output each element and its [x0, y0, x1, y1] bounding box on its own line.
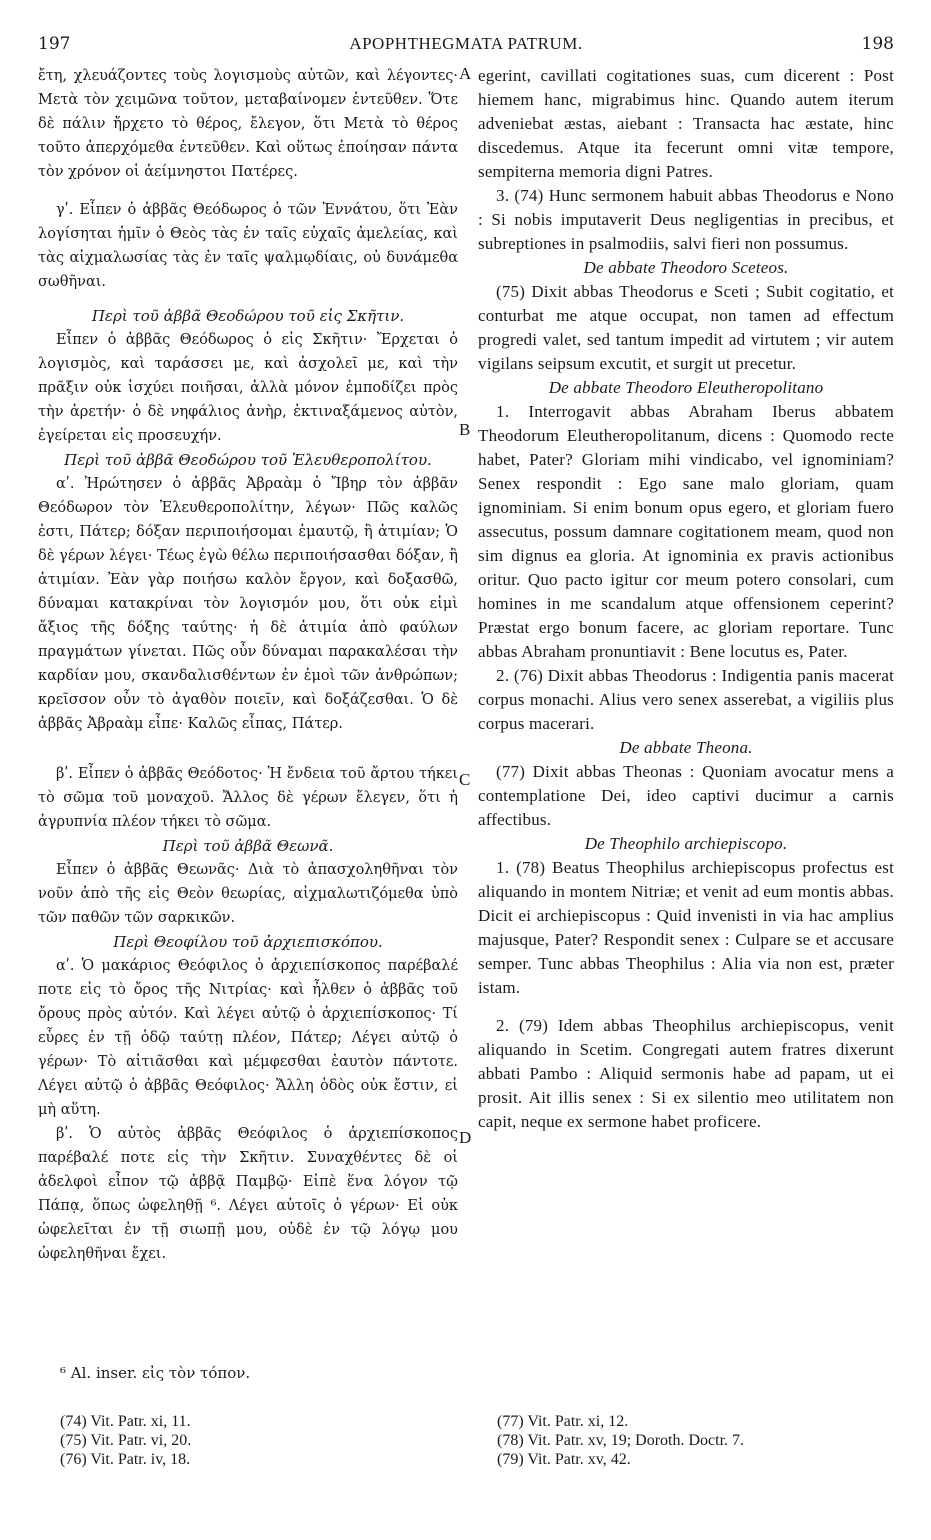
latin-section-heading: De abbate Theodoro Sceteos. — [583, 258, 789, 277]
margin-letter: C — [459, 770, 471, 789]
greek-section-heading: Περὶ τοῦ ἀββᾶ Θεωνᾶ. — [162, 837, 334, 855]
latin-paragraph: 2. (76) Dixit abbas Theodorus : Indigentia panis macerat corpus monachi. Alius vero senex asserebat, a vigiliis plus corpus macerari. — [478, 666, 894, 733]
latin-paragraph: 1. (78) Beatus Theophilus archiepiscopus profectus est aliquando in montem Nitriæ; et venit ad eum montis abbas. Dicit ei archiepiscopus : Quid invenisti in via hac amplius majusque, Pater? Respondit senex : Culpare se et accusare semper. Tunc abbas Theophilus : Alia via non est, præter istam. — [478, 858, 894, 997]
greek-paragraph: ἔτη, χλευάζοντες τοὺς λογισμοὺς αὐτῶν, καὶ λέγοντες· Μετὰ τὸν χειμῶνα τοῦτον, μεταβαίνομεν ἐντεῦθεν. Ὅτε δὲ πάλιν ἤρχετο τὸ θέρος, ἔλεγον, ὅτι Μετὰ τὸ θέρος τοῦτο ἀπερχόμεθα ἐντεῦθεν. Καὶ οὕτως ἐποίησαν πάντα τὸν χρόνον οἱ ἀείμνηστοι Πατέρες. — [38, 68, 458, 180]
margin-letter: D — [459, 1128, 472, 1147]
greek-paragraph: Εἶπεν ὁ ἀββᾶς Θεωνᾶς· Διὰ τὸ ἀπασχοληθῆναι τὸν νοῦν ἀπὸ τῆς εἰς Θεὸν θεωρίας, αἰχμαλωτιζόμεθα ὑπὸ τῶν παθῶν τῶν σαρκικῶν. — [38, 862, 458, 926]
latin-paragraph: 1. Interrogavit abbas Abraham Iberus abbatem Theodorum Eleutheropolitanum, dicens : Quomodo recte habet, Pater? Gloriam mihi vindicabo, vel ignominiam? Senex respondit : Ego sane malo gloriam, quam ignominiam. Si enim bonum opus egero, et gloriam fuero assecutus, possum damnare cogitationem meam, quod non sim dignus ea gloria. At ignominia ex pravis actionibus oritur. Quo pacto igitur cor meum potero consolari, cum homines in me scandalum atque offensionem ceperint? Præstat ergo bonum facere, ac gloriam reportare. Tunc abbas Abraham pronuntiavit : Bene locutus es, Pater. — [478, 402, 894, 661]
references-left — [60, 1412, 191, 1469]
latin-section-heading: De Theophilo archiepiscopo. — [584, 834, 788, 853]
reference: (74) Vit. Patr. xi, 11. — [60, 1413, 191, 1430]
greek-paragraph: βʹ. Εἶπεν ὁ ἀββᾶς Θεόδοτος· Ἡ ἔνδεια τοῦ ἄρτου τήκει τὸ σῶμα τοῦ μοναχοῦ. Ἄλλος δὲ γέρων ἔλεγεν, ὅτι ἡ ἀγρυπνία πλέον τήκει τὸ σῶμα. — [38, 766, 458, 830]
latin-section-heading: De abbate Theodoro Eleutheropolitano — [548, 378, 824, 397]
greek-paragraph: αʹ. Ὁ μακάριος Θεόφιλος ὁ ἀρχιεπίσκοπος παρέβαλέ ποτε εἰς τὸ ὄρος τῆς Νιτρίας· καὶ ἦλθεν ὁ ἀββᾶς τοῦ ὄρους πρὸς αὐτόν. Καὶ λέγει αὐτῷ ὁ ἀρχιεπίσκοπος· Τί εὗρες ἐν τῇ ὁδῷ ταύτῃ πλέον, Πάτερ; Λέγει αὐτῷ ὁ γέρων· Τὸ αἰτιᾶσθαι καὶ μέμφεσθαι ἑαυτὸν πάντοτε. Λέγει αὐτῷ ὁ ἀββᾶς Θεόφιλος· Ἄλλη ὁδὸς οὐκ ἔστιν, εἰ μὴ αὕτη. — [38, 958, 458, 1118]
page-header — [38, 34, 894, 58]
latin-paragraph: (77) Dixit abbas Theonas : Quoniam avocatur mens a contemplatione Dei, ideo captivi ducimur a carnis affectibus. — [478, 762, 894, 829]
reference: (76) Vit. Patr. iv, 18. — [60, 1451, 191, 1468]
reference: (77) Vit. Patr. xi, 12. — [497, 1413, 629, 1430]
greek-paragraph: αʹ. Ἠρώτησεν ὁ ἀββᾶς Ἀβραὰμ ὁ Ἴβηρ τὸν ἀββᾶν Θεόδωρον τὸν Ἐλευθεροπολίτην, λέγων· Πῶς καλῶς ἐστι, Πάτερ; δόξαν περιποιήσομαι ἐμαυτῷ, ἢ ἀτιμίαν; Ὁ δὲ γέρων λέγει· Τέως ἐγὼ θέλω περιποιήσασθαι δόξαν, ἢ ἀτιμίαν. Ἐὰν γὰρ ποιήσω καλὸν ἔργον, καὶ δοξασθῶ, δύναμαι κατακρίναι τὸν λογισμόν μου, ὅτι οὐκ εἰμὶ ἄξιος τῆς δόξης ταύτης· ἡ δὲ ἀτιμία ἀπὸ φαύλων πραγμάτων γίνεται. Πῶς οὖν δύναμαι παρακαλέσαι τὴν καρδίαν μου, σκανδαλισθέντων ἐν ἐμοὶ τῶν ἀνθρώπων; κρεῖσσον οὖν τὸ ἀγαθὸν ποιεῖν, καὶ δοξάζεσθαι. Ὁ δὲ ἀββᾶς Ἀβραὰμ εἶπε· Καλῶς εἶπας, Πάτερ. — [38, 476, 458, 732]
greek-column — [38, 64, 458, 1266]
latin-paragraph: egerint, cavillati cogitationes suas, cum dicerent : Post hiemem hanc, migrabimus hinc. Quando autem iterum adveniebat æstas, aiebant : Transacta hac æstate, hinc discedemus. Atque ita fecerunt omni vitæ tempore, sempiterna memoria digni Patres. — [478, 66, 894, 181]
latin-paragraph: 3. (74) Hunc sermonem habuit abbas Theodorus e Nono : Si nobis imputaverit Deus negligentias in precibus, et subreptiones in psalmodiis, salvi fieri non possumus. — [478, 186, 894, 253]
reference: (75) Vit. Patr. vi, 20. — [60, 1432, 192, 1449]
greek-section-heading: Περὶ Θεοφίλου τοῦ ἀρχιεπισκόπου. — [113, 933, 383, 951]
greek-paragraph: Εἶπεν ὁ ἀββᾶς Θεόδωρος ὁ εἰς Σκῆτιν· Ἔρχεται ὁ λογισμὸς, καὶ ταράσσει με, καὶ ἀσχολεῖ με, καὶ τὴν πρᾶξιν οὐκ ἰσχύει ποιῆσαι, ἀλλὰ μόνον ἐμποδίζει πρὸς τὴν ἀρετήν· ὁ δὲ νηφάλιος ἀνὴρ, ἐκτιναξάμενος αὐτὸν, ἐγείρεται εἰς προσευχήν. — [38, 332, 458, 444]
latin-paragraph: 2. (79) Idem abbas Theophilus archiepiscopus, venit aliquando in Scetim. Congregati autem fratres dixerunt abbati Pambo : Aliquid sermonis habe ad papam, ut ei prosit. Ait illis senex : Si ex silentio meo utilitatem non capit, neque ex sermone habet proficere. — [478, 1016, 894, 1131]
latin-paragraph: (75) Dixit abbas Theodorus e Sceti ; Subit cogitatio, et conturbat me atque occupat, non tamen ad effectum progredi valet, sed tantum impedit ad virtutem ; vir autem vigilans seipsum excutit, et surgit ut precetur. — [478, 282, 894, 373]
greek-paragraph: βʹ. Ὁ αὐτὸς ἀββᾶς Θεόφιλος ὁ ἀρχιεπίσκοπος παρέβαλέ ποτε εἰς τὴν Σκῆτιν. Συναχθέντες δὲ οἱ ἀδελφοὶ εἶπον τῷ ἀββᾷ Παμβῷ· Εἰπὲ ἕνα λόγον τῷ Πάπᾳ, ὅπως ὠφεληθῇ ⁶. Λέγει αὐτοῖς ὁ γέρων· Εἰ οὐκ ὠφελεῖται ἐν τῇ σιωπῇ μου, οὐδὲ ἐν τῷ λόγῳ μου ὠφεληθῆναι ἔχει. — [38, 1126, 458, 1262]
greek-section-heading: Περὶ τοῦ ἀββᾶ Θεοδώρου τοῦ εἰς Σκῆτιν. — [91, 307, 405, 325]
greek-paragraph: γʹ. Εἶπεν ὁ ἀββᾶς Θεόδωρος ὁ τῶν Ἐννάτου, ὅτι Ἐὰν λογίσηται ἡμῖν ὁ Θεὸς τὰς ἐν ταῖς εὐχαῖς ἀμελείας, καὶ τὰς αἰχμαλωσίας τὰς ἐν ταῖς ψαλμῳδίαις, οὐ δυνάμεθα σωθῆναι. — [38, 202, 458, 290]
reference: (79) Vit. Patr. xv, 42. — [497, 1451, 631, 1468]
margin-letter: B — [459, 420, 471, 439]
footnote: ⁶ Al. inser. εἰς τὸν τόπον. — [60, 1364, 251, 1382]
greek-section-heading: Περὶ τοῦ ἀββᾶ Θεοδώρου τοῦ Ἐλευθεροπολίτου. — [64, 451, 432, 469]
page-number-right: 198 — [861, 34, 894, 54]
latin-section-heading: De abbate Theona. — [619, 738, 753, 757]
margin-letter: A — [459, 64, 472, 83]
reference: (78) Vit. Patr. xv, 19; Doroth. Doctr. 7. — [497, 1432, 745, 1449]
latin-column — [478, 64, 894, 1134]
page-number-left: 197 — [38, 34, 71, 54]
references-right — [497, 1412, 744, 1469]
running-title: APOPHTHEGMATA PATRUM. — [349, 34, 583, 53]
